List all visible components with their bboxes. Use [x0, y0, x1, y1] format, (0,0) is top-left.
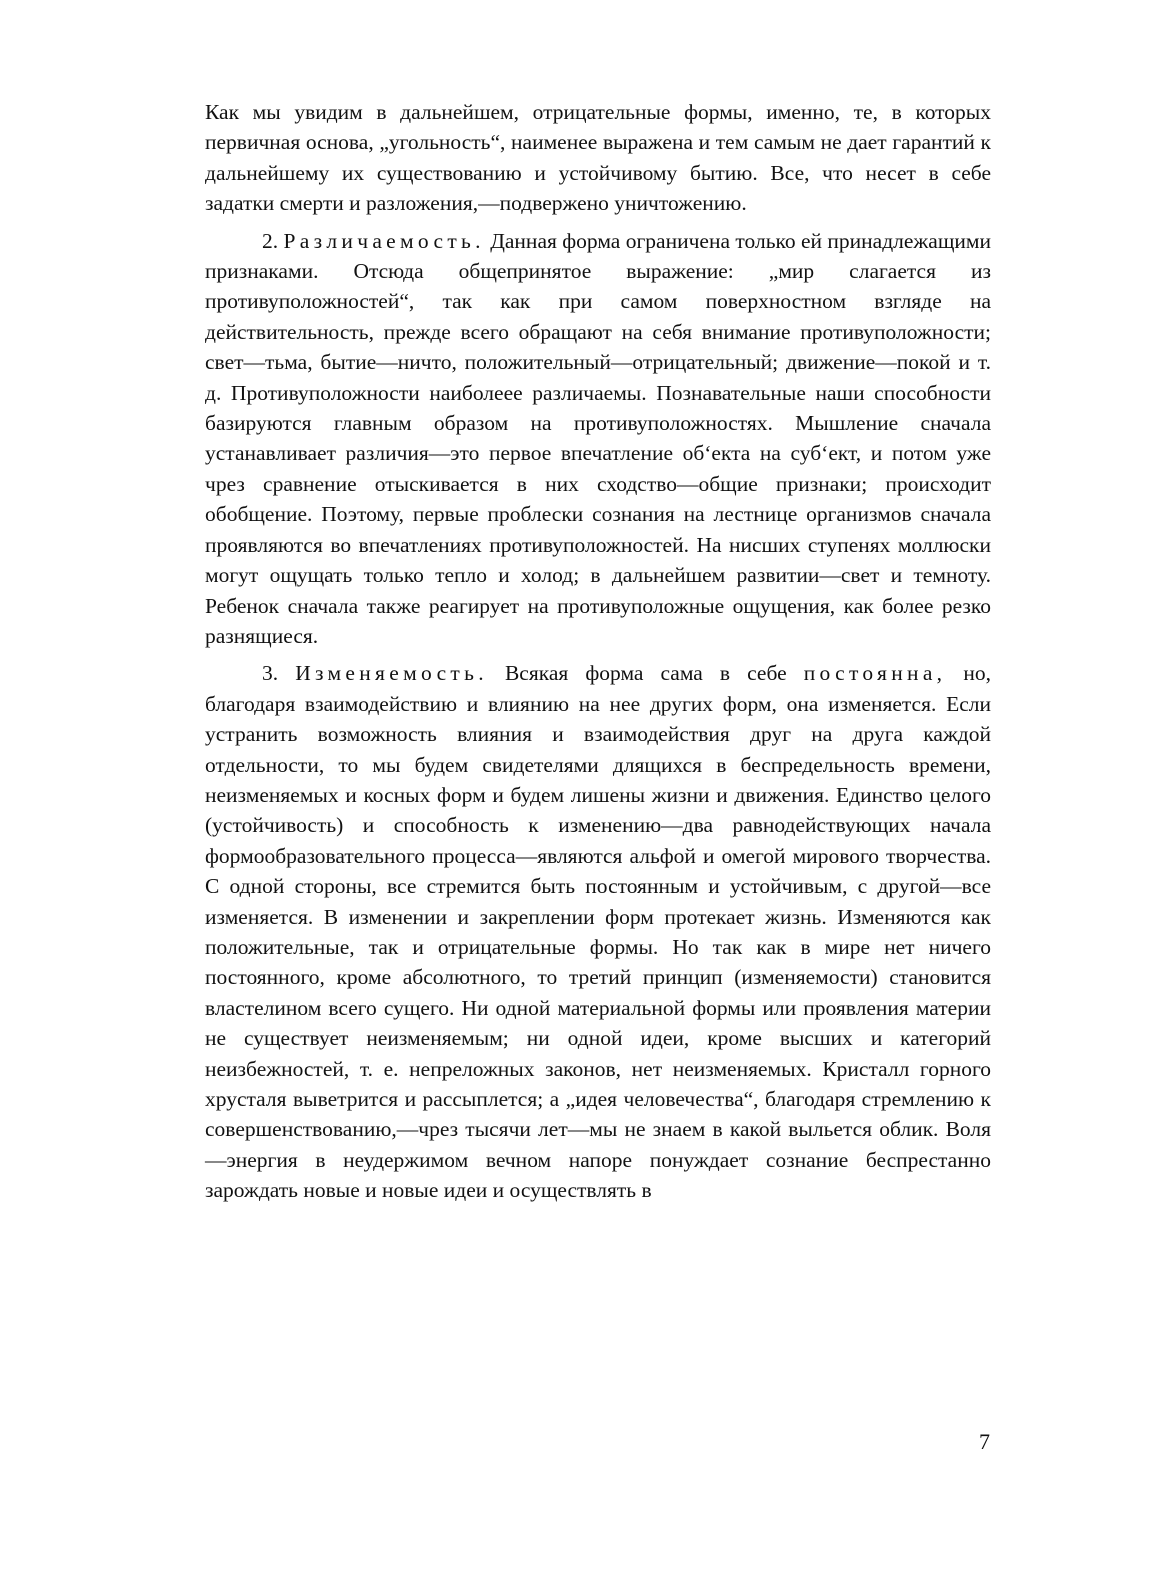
section-body: но, благодаря взаимодействию и влиянию на нее других форм, она изменяется. Если устранить возможность влияния и взаимодействия друг на друга каждой отдельности, то мы будем свидетелями длящихся в беспредельность времени, неизменяемых и косных форм и будем лишены жизни и движения. Единство целого (устойчивость) и способность к изменению—два равнодействующих начала формообразовательного процесса—являются альфой и омегой мирового творчества. С одной стороны, все стремится быть постоянным и устойчивым, с другой—все изменяется. В изменении и закреплении форм протекает жизнь. Изменяются как положительные, так и отрицательные формы. Но так как в мире нет ничего постоянного, кроме абсолютного, то третий принцип (изменяемости) становится властелином всего сущего. Ни одной материальной формы или проявления материи не существует неизменяемым; ни одной идеи, кроме высших и категорий неизбежностей, т. е. непреложных законов, нет неизменяемых. Кристалл горного хрусталя выветрится и рассыплется; а „идея человечества“, благодаря стремлению к совершенствованию,—чрез тысячи лет—мы не знаем в какой выльется облик. Воля—энергия в неудержимом вечном напоре понуждает сознание беспрестанно зарождать новые и новые идеи и осуществлять в [205, 661, 992, 1203]
page-body [205, 97, 991, 1206]
section-body: Всякая форма сама в себе [504, 661, 787, 686]
section-term: Различаемость. [283, 228, 485, 253]
section-term: Изменяемость. [295, 661, 488, 686]
section-number: 3. [262, 661, 279, 686]
page-number: 7 [979, 1429, 990, 1454]
section-number: 2. [262, 228, 279, 253]
paragraph-continuation: Как мы увидим в дальнейшем, отрицательные формы, именно, те, в которых первичная основа, „угольность“, наименее выражена и тем самым не дает гарантий к дальнейшему их существованию и устойчивому бытию. Все, что несет в себе задатки смерти и разложения,—подвержено уничтожению. [205, 100, 991, 216]
emphasized-word: постоянна, [803, 661, 947, 686]
section-body: Данная форма ограничена только ей принадлежащими признаками. Отсюда общепринятое выражение: „мир слагается из противуположностей“, так как при самом поверхностном взгляде на действительность, прежде всего обращают на себя внимание противуположности; свет—тьма, бытие—ничто, положительный—отрицательный; движение—покой и т. д. Противуположности наиболеее различаемы. Познавательные наши способности базируются главным образом на противуположностях. Мышление сначала устанавливает различия—это первое впечатление об‘екта на суб‘ект, и потом уже чрез сравнение отыскивается в них сходство—общие признаки; происходит обобщение. Поэтому, первые проблески сознания на лестнице организмов сначала проявляются во впечатлениях противуположностей. На нисших ступенях моллюски могут ощущать только тепло и холод; в дальнейшем развитии—свет и темноту. Ребенок сначала также реагирует на противуположные ощущения, как более резко разнящиеся. [205, 228, 991, 648]
paragraph-distinguishability [205, 226, 991, 652]
paragraph-changeability [205, 658, 991, 1205]
